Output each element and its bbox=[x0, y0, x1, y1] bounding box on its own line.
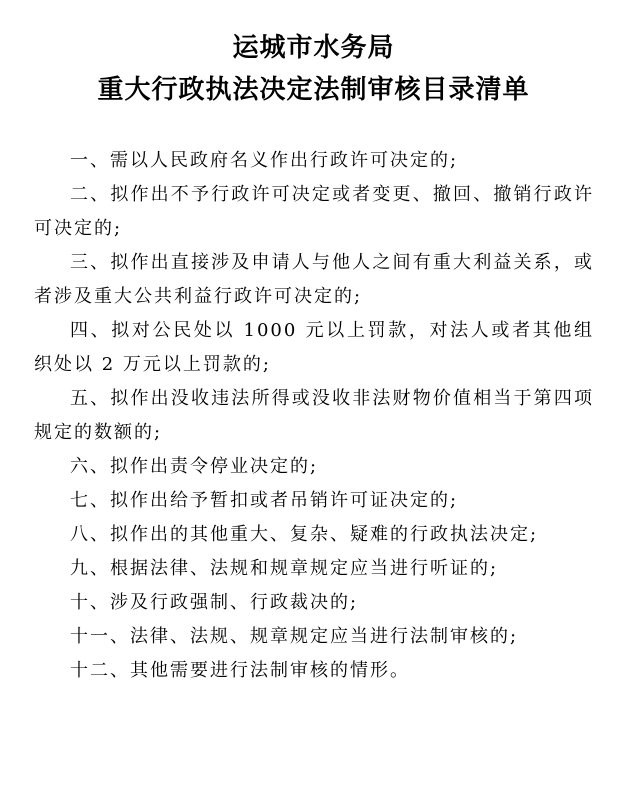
list-item-6: 六、拟作出责令停业决定的; bbox=[70, 456, 319, 477]
list-item-9: 九、根据法律、法规和规章规定应当进行听证的; bbox=[70, 558, 499, 579]
list-item-11: 十一、法律、法规、规章规定应当进行法制审核的; bbox=[70, 626, 519, 647]
list-item-1: 一、需以人民政府名义作出行政许可决定的; bbox=[70, 150, 459, 171]
document-title-agency: 运城市水务局 bbox=[232, 33, 395, 63]
list-item-3: 三、拟作出直接涉及申请人与他人之间有重大利益关系，或者涉及重大公共利益行政许可决定的; bbox=[34, 252, 594, 307]
document-title-list: 重大行政执法决定法制审核目录清单 bbox=[97, 75, 530, 105]
list-item-7: 七、拟作出给予暂扣或者吊销许可证决定的; bbox=[70, 490, 459, 511]
list-item-10: 十、涉及行政强制、行政裁决的; bbox=[70, 592, 359, 613]
list-item-5: 五、拟作出没收违法所得或没收非法财物价值相当于第四项规定的数额的; bbox=[34, 388, 594, 443]
list-item-2: 二、拟作出不予行政许可决定或者变更、撤回、撤销行政许可决定的; bbox=[34, 184, 594, 239]
list-item-12: 十二、其他需要进行法制审核的情形。 bbox=[70, 660, 410, 681]
document-body bbox=[34, 144, 594, 688]
list-item-8: 八、拟作出的其他重大、复杂、疑难的行政执法决定; bbox=[70, 524, 539, 545]
list-item-4: 四、拟对公民处以 1000 元以上罚款，对法人或者其他组织处以 2 万元以上罚款的; bbox=[34, 320, 594, 375]
